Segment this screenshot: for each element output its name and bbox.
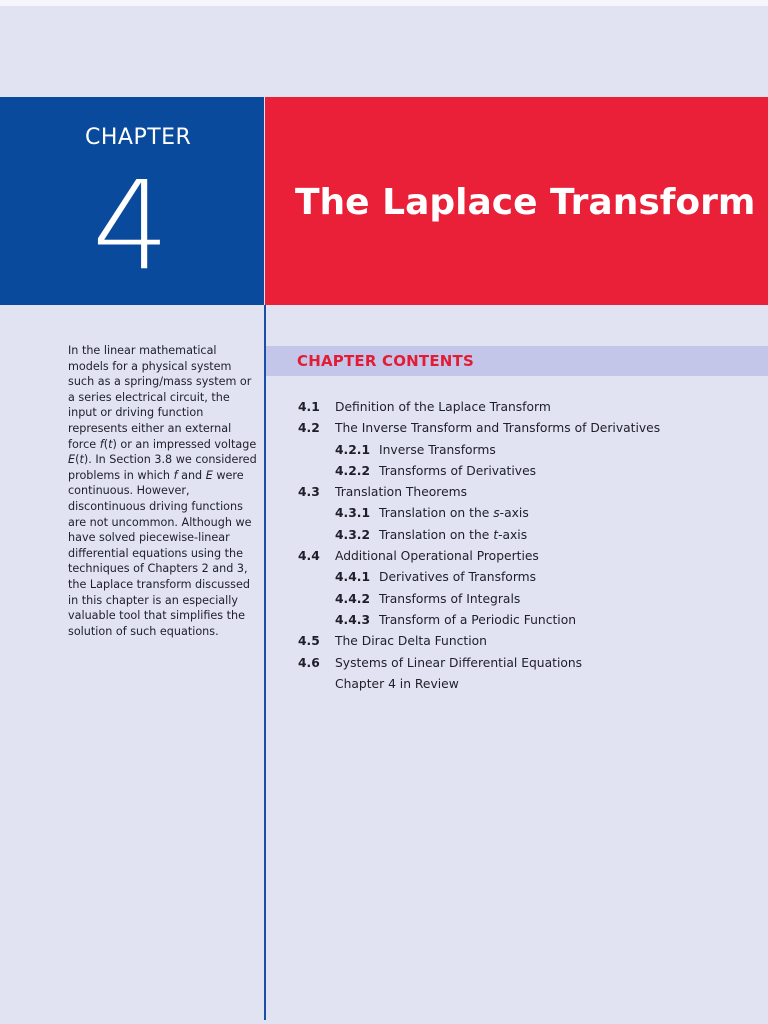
contents-item-title-text: -axis [498,527,528,542]
contents-item-title: Translation Theorems [335,485,468,500]
contents-item [298,525,758,546]
contents-item-title: Inverse Transforms [379,442,496,457]
column-divider [264,305,266,1020]
contents-item-number: 4.4.1 [335,570,371,585]
contents-item-number: 4.3.2 [335,527,371,542]
intro-var-e: E [68,453,76,467]
contents-item [298,631,758,652]
contents-item-title: Transforms of Derivatives [379,463,537,478]
contents-item-title-text: -axis [499,506,529,521]
contents-item [298,461,758,482]
contents-item-number: 4.5 [298,634,320,649]
contents-heading: CHAPTER CONTENTS [297,352,474,370]
chapter-label: CHAPTER [85,125,192,150]
contents-item-title-text: Translation on the [379,506,494,521]
contents-item-title: Derivatives of Transforms [379,570,537,585]
intro-text-part: ( [75,453,80,467]
intro-text-part: and [177,468,206,482]
intro-text-part: ). In Section 3.8 we considered problems in which [68,453,257,482]
contents-item-title: The Dirac Delta Function [335,634,487,649]
contents-item [298,610,758,631]
contents-header-bar [266,346,768,376]
contents-item-number: 4.1 [298,400,320,414]
intro-text-part: ) or an impressed voltage [112,437,257,451]
contents-item-title: The Inverse Transform and Transforms of Derivatives [335,421,661,436]
contents-item [298,482,758,503]
contents-item [298,503,758,524]
contents-item-title [379,525,527,546]
contents-item-title-variable: t [493,527,499,542]
contents-item-title [379,503,529,524]
contents-item-number: 4.4.3 [335,612,371,627]
contents-item [298,589,758,610]
intro-text-part: ( [103,437,109,451]
contents-item-title: Additional Operational Properties [335,549,539,564]
contents-item-number: 4.4 [298,549,320,564]
intro-var-t: t [108,437,113,451]
intro-var-f: f [99,437,104,451]
contents-item [298,418,758,439]
intro-text-part: were continuous. However, discontinuous driving functions are not uncommon. Although we have solved piecewise-linear differential equations using the techniques of Chapters 2 and 3, the Laplace transform discussed in this chapter is an especially valuable tool that simplifies the solution of such equations. [68,468,252,638]
contents-list [298,397,758,694]
contents-item-number: 4.6 [298,655,320,670]
contents-review-item [298,674,758,694]
contents-item-title: Chapter 4 in Review [335,676,459,691]
contents-item [298,567,758,588]
contents-item-title: Systems of Linear Differential Equations [335,655,583,670]
contents-item-title: Transform of a Periodic Function [379,612,577,627]
contents-item-number: 4.3 [298,485,320,500]
top-edge [0,0,768,6]
chapter-title: The Laplace Transform [295,182,756,223]
intro-text-part: In the linear mathematical models for a physical system such as a spring/mass system or a series electrical circuit, the input or driving function represents either an external force [68,344,252,451]
contents-item-title-variable: s [493,506,500,521]
contents-item-number: 4.3.1 [335,506,371,521]
title-block [265,97,768,305]
contents-item [298,440,758,461]
intro-var-e: E [205,468,213,482]
contents-item-title-text: Translation on the [379,527,494,542]
chapter-block [0,97,264,305]
intro-var-t: t [79,453,84,467]
contents-item-number: 4.2.2 [335,463,371,478]
contents-item-title: Definition of the Laplace Transform [335,400,551,414]
contents-item [298,397,758,418]
chapter-number: 4 [92,155,170,297]
intro-var-f: f [173,468,178,482]
contents-item-number: 4.2 [298,421,320,436]
contents-item-number: 4.4.2 [335,591,371,606]
contents-item-number: 4.2.1 [335,442,371,457]
intro-paragraph [68,343,258,639]
contents-item [298,653,758,674]
contents-item-title: Transforms of Integrals [379,591,521,606]
contents-item [298,546,758,567]
